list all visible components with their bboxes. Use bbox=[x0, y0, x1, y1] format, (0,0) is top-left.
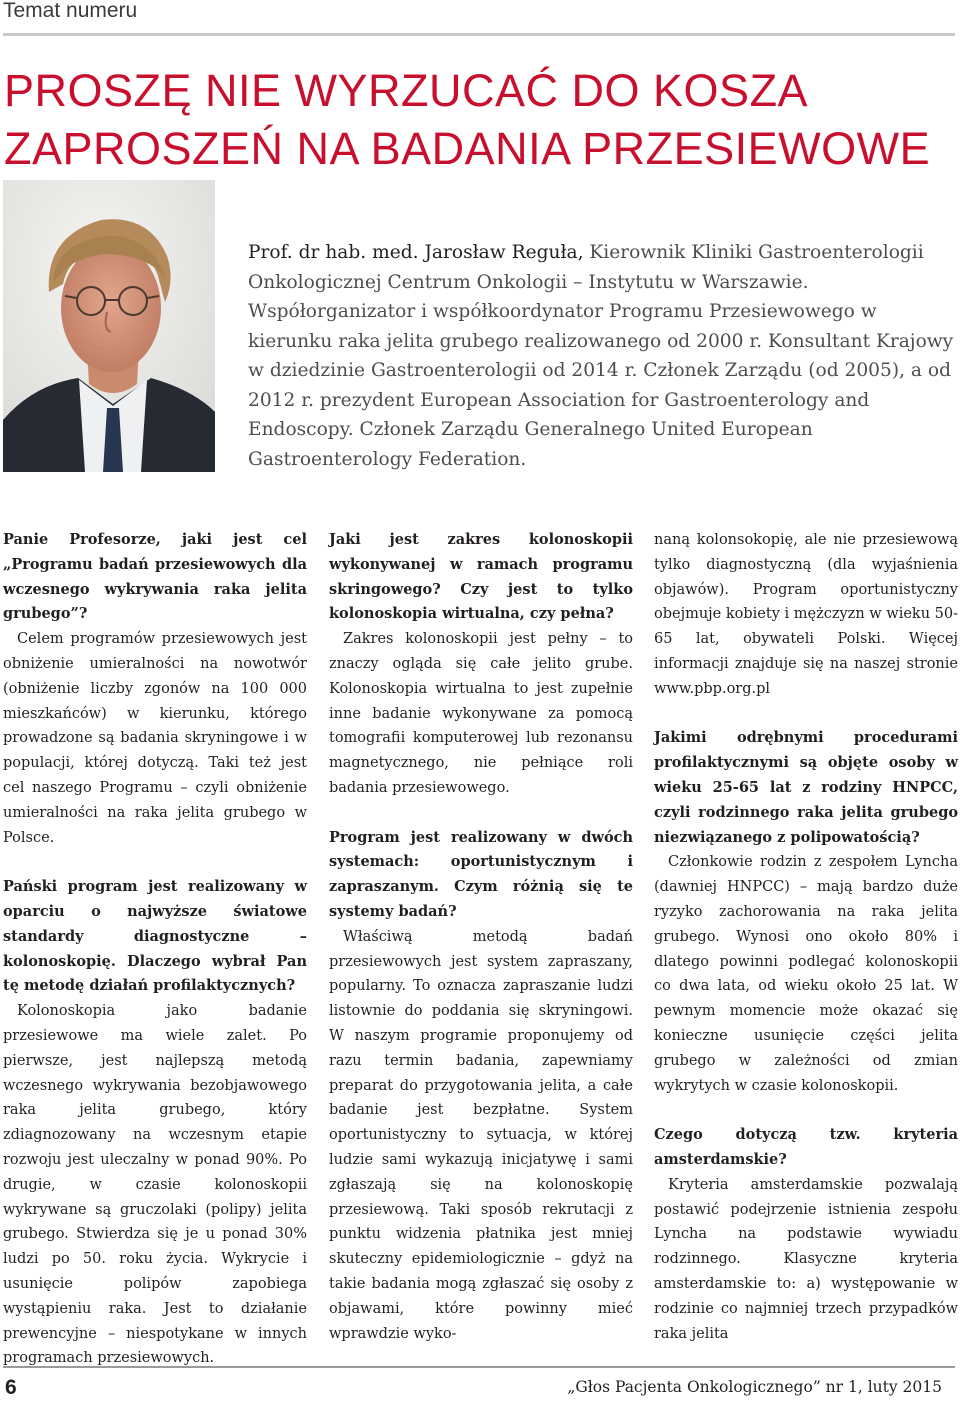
interview-answer: Właściwą metodą badań przesiewowych jest system zapraszany, popularny. To oznacza zapraszanie ludzi listownie do poddania się skryningowi. W naszym programie proponujemy od razu termin badania, zapewniamy preparat do przygotowania jelita, a całe badanie jest bezpłatne. System oportunistyczny to sytuacja, w której ludzie sami wykazują inicjatywę i sami zgłaszają się na kolonoskopię przesiewową. Taki sposób rekrutacji z punktu widzenia płatnika jest mniej skuteczny epidemiologicznie – gdyż na takie badania mogą zgłaszać się osoby z objawami, które powinny mieć wprawdzie wyko- bbox=[329, 928, 633, 1342]
interview-question: Jaki jest zakres kolonoskopii wykonywanej w ramach programu skringowego? Czy jest to tylko kolonoskopia wirtualna, czy pełna? bbox=[329, 531, 633, 623]
author-name: Prof. dr hab. med. Jarosław Reguła, bbox=[248, 242, 584, 263]
section-divider bbox=[3, 33, 955, 36]
interview-question: Czego dotyczą tzw. kryteria amsterdamskie? bbox=[654, 1126, 958, 1168]
footer-divider bbox=[3, 1366, 955, 1368]
page-title-line-2: ZAPROSZEŃ NA BADANIA PRZESIEWOWE bbox=[4, 123, 931, 174]
interview-answer: Kryteria amsterdamskie pozwalają postawić podejrzenie istnienia zespołu Lyncha na podstawie wywiadu rodzinnego. Klasyczne kryteria amsterdamskie to: a) występowanie w rodzinie co najmniej trzech przypadków raka jelita bbox=[654, 1176, 958, 1342]
interview-answer-continued: naną kolonsokopię, ale nie przesiewową tylko diagnostyczną (dla wyjaśnienia objawów). Program oportunistyczny obejmuje kobiety i mężczyzn w wieku 50-65 lat, obywateli Polski. Więcej informacji znajduje się na naszej stronie www.pbp.org.pl bbox=[654, 532, 958, 697]
text-column-1 bbox=[3, 528, 307, 1371]
interview-question: Pański program jest realizowany w oparciu o najwyższe światowe standardy diagnostyczne – kolonoskopię. Dlaczego wybrał Pan tę metodę działań profilaktycznych? bbox=[3, 878, 307, 995]
publication-info: „Głos Pacjenta Onkologicznego” nr 1, luty 2015 bbox=[567, 1378, 942, 1396]
text-column-2 bbox=[329, 528, 633, 1346]
interview-answer: Członkowie rodzin z zespołem Lyncha (dawniej HNPCC) – mają bardzo duże ryzyko zachorowania na raka jelita grubego. Wynosi ono około 80% i dlatego powinni podlegać kolonoskopii co dwa lata, od wieku około 25 lat. W pewnym momencie może okazać się konieczne usunięcie części jelita grubego w zależności od zmian wykrytych w czasie kolonoskopii. bbox=[654, 854, 958, 1094]
interview-question: Jakimi odrębnymi procedurami profilaktycznymi są objęte osoby w wieku 25-65 lat z rodziny HNPCC, czyli rodzinnego raka jelita grubego niezwiązanego z polipowatością? bbox=[654, 729, 958, 846]
page-title-line-1: PROSZĘ NIE WYRZUCAĆ DO KOSZA bbox=[4, 65, 809, 116]
interview-question: Program jest realizowany w dwóch systemach: oportunistycznym i zapraszanym. Czym różnią się te systemy badań? bbox=[329, 828, 633, 920]
page-title bbox=[4, 62, 930, 178]
section-tag: Temat numeru bbox=[3, 0, 138, 22]
author-portrait bbox=[3, 180, 215, 472]
interview-answer: Zakres kolonoskopii jest pełny – to znaczy ogląda się całe jelito grube. Kolonoskopia wirtualna to jest zupełnie inne badanie wykonywane za pomocą tomografii komputerowej lub rezonansu magnetycznego, nie pełniące roli badania przesiewowego. bbox=[329, 631, 633, 796]
author-bio-text: Kierownik Kliniki Gastroenterologii Onkologicznej Centrum Onkologii – Instytutu w Warszawie. Współorganizator i współkoordynator Programu Przesiewowego w kierunku raka jelita grubego realizowanego od 2000 r. Konsultant Krajowy w dziedzinie Gastroenterologii od 2014 r. Członek Zarządu (od 2005), a od 2012 r. prezydent European Association for Gastroenterology and Endoscopy. Członek Zarządu Generalnego United European Gastroenterology Federation. bbox=[248, 242, 954, 470]
page-number: 6 bbox=[5, 1376, 17, 1399]
interview-question: Panie Profesorze, jaki jest cel „Programu badań przesiewowych dla wczesnego wykrywania raka jelita grubego”? bbox=[3, 531, 307, 623]
author-bio bbox=[248, 238, 960, 474]
interview-answer: Celem programów przesiewowych jest obniżenie umieralności na nowotwór (obniżenie liczby zgonów na 100 000 mieszkańców) w kierunku, którego prowadzone są badania skryningowe i w populacji, której dotyczą. Taki też jest cel naszego Programu – czyli obniżenie umieralności na raka jelita grubego w Polsce. bbox=[3, 631, 307, 846]
text-column-3 bbox=[654, 528, 958, 1346]
interview-answer: Kolonoskopia jako badanie przesiewowe ma wiele zalet. Po pierwsze, jest najlepszą metodą wczesnego wykrywania bezobjawowego raka jelita grubego, który zdiagnozowany na wczesnym etapie rozwoju jest uleczalny w ponad 90%. Po drugie, w czasie kolonoskopii wykrywane są gruczolaki (polipy) jelita grubego. Stwierdza się je u ponad 30% ludzi po 50. roku życia. Wykrycie i usunięcie polipów zapobiega wystąpieniu raka. Jest to działanie prewencyjne – niespotykane w innych programach przesiewowych. bbox=[3, 1003, 307, 1367]
